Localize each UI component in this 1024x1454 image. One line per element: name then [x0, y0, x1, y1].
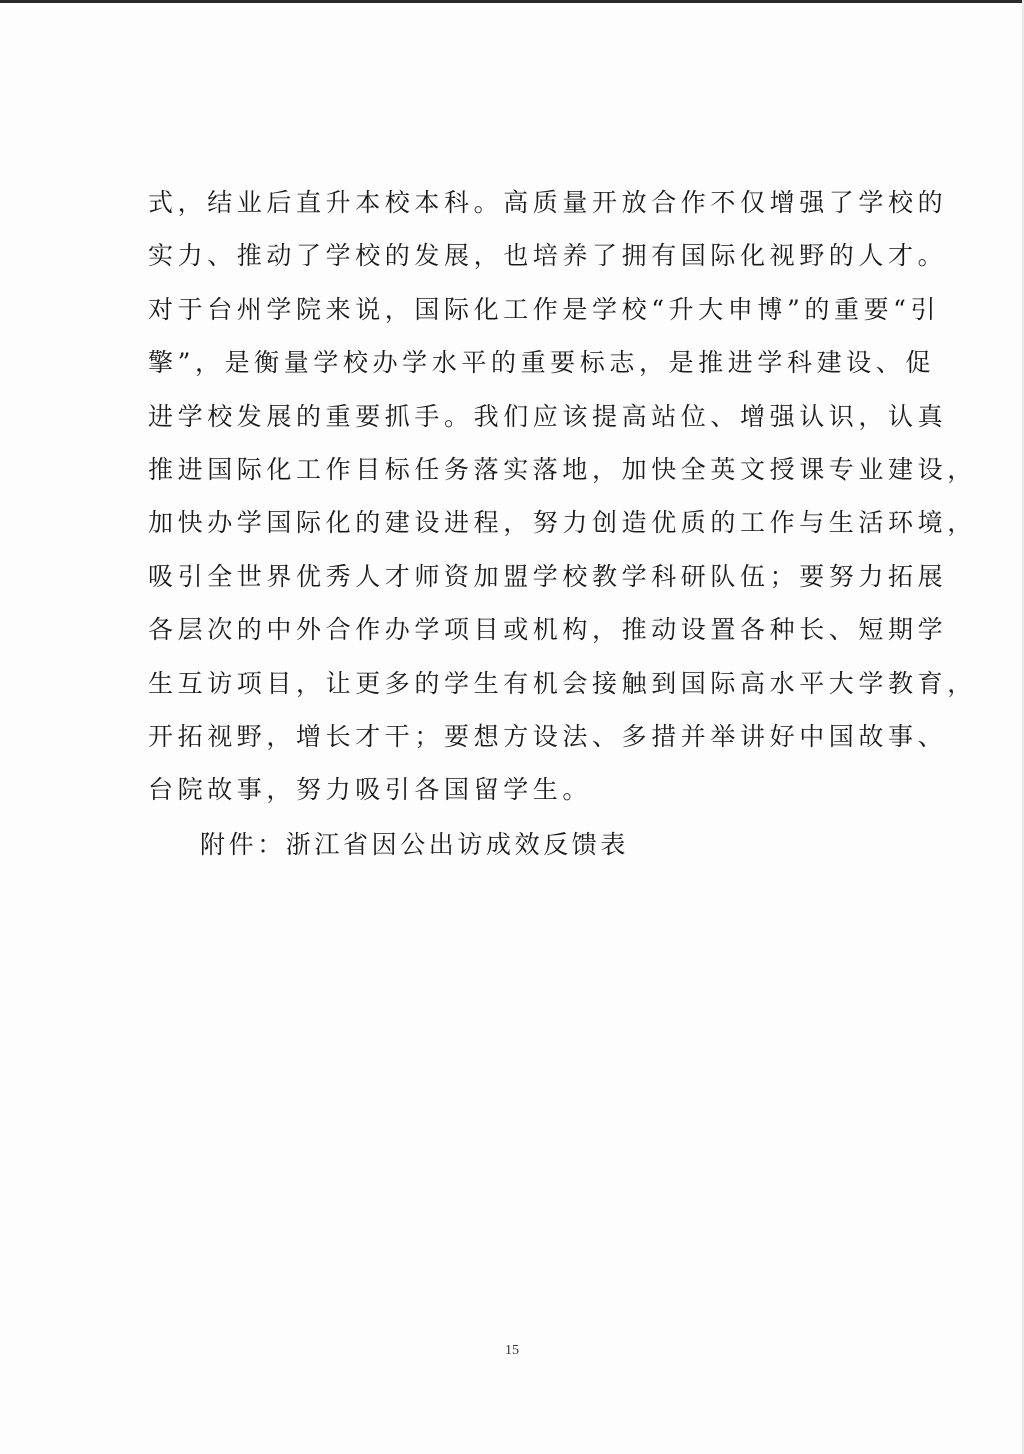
paragraph-line: 擎”，是衡量学校办学水平的重要标志，是推进学科建设、促: [148, 348, 935, 378]
paragraph-line: 推进国际化工作目标任务落实落地，加快全英文授课专业建设，: [148, 454, 977, 484]
scan-top-edge: [0, 0, 1024, 3]
paragraph-line: 各层次的中外合作办学项目或机构，推动设置各种长、短期学: [148, 615, 948, 645]
paragraph-line: 对于台州学院来说，国际化工作是学校“升大申博”的重要“引: [148, 294, 941, 324]
paragraph-line: 加快办学国际化的建设进程，努力创造优质的工作与生活环境，: [148, 508, 977, 538]
paragraph-line: 吸引全世界优秀人才师资加盟学校教学科研队伍；要努力拓展: [148, 561, 948, 591]
body-paragraph: [148, 176, 977, 817]
paragraph-line: 进学校发展的重要抓手。我们应该提高站位、增强认识，认真: [148, 401, 948, 431]
paragraph-line: 台院故事，努力吸引各国留学生。: [148, 775, 593, 805]
page-number: 15: [505, 1343, 519, 1358]
paragraph-line: 生互访项目，让更多的学生有机会接触到国际高水平大学教育，: [148, 668, 977, 698]
paragraph-line: 实力、推动了学校的发展，也培养了拥有国际化视野的人才。: [148, 241, 948, 271]
paragraph-line: 式，结业后直升本校本科。高质量开放合作不仅增强了学校的: [148, 188, 948, 217]
attachment-note: 附件：浙江省因公出访成效反馈表: [200, 830, 630, 859]
paragraph-line: 开拓视野，增长才干；要想方设法、多措并举讲好中国故事、: [148, 721, 948, 751]
